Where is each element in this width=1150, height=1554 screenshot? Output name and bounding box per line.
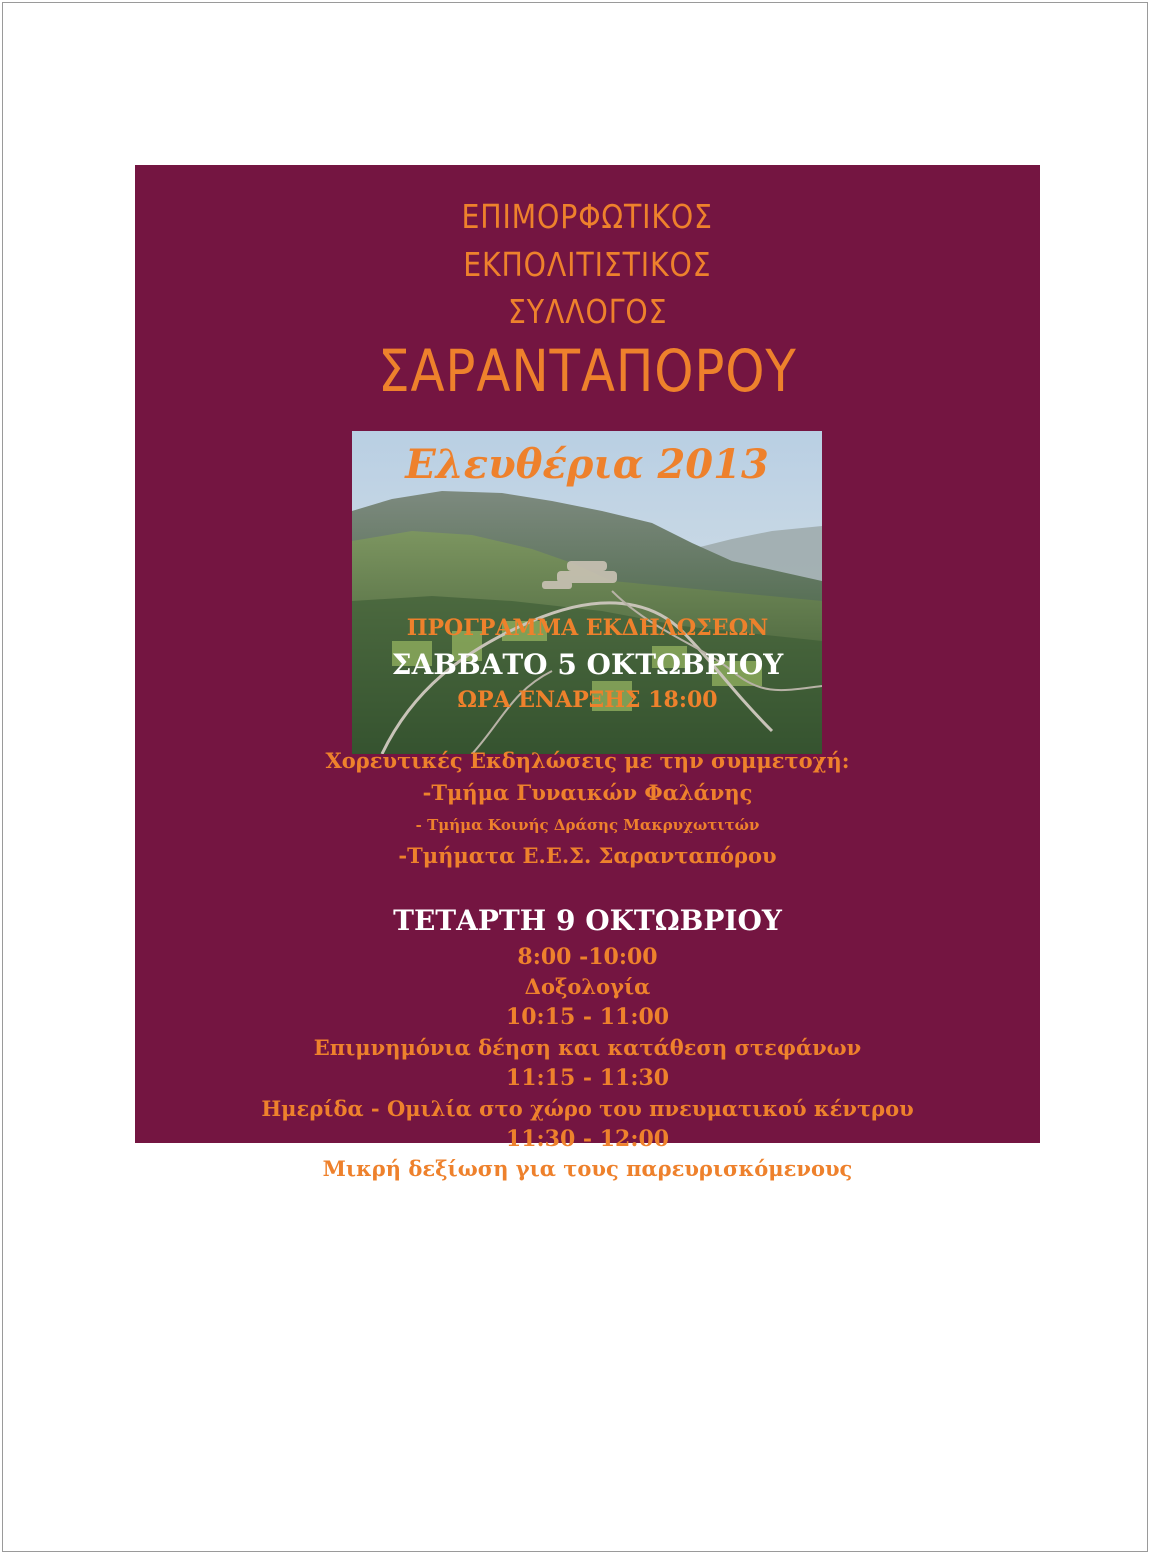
day1-date: ΣΑΒΒΑΤΟ 5 ΟΚΤΩΒΡΙΟΥ [391,648,784,681]
org-line-1: ΕΠΙΜΟΡΦΩΤΙΚΟΣ [461,197,714,236]
day2-date: ΤΕΤΑΡΤΗ 9 ΟΚΤΩΒΡΙΟΥ [393,904,782,937]
day1-participant: - Τμήμα Κοινής Δράσης Μακρυχωτιτών [415,816,760,834]
day2-event: Δοξολογία [524,974,651,999]
day2-time: 11:30 - 12:00 [505,1126,670,1152]
day2-event: Μικρή δεξίωση για τους παρευρισκόμενους [322,1156,853,1181]
day1-intro: Χορευτικές Εκδηλώσεις με την συμμετοχή: [325,748,850,773]
day2-time: 8:00 -10:00 [517,944,658,970]
photo-caption: Ελευθέρια 2013 [405,441,769,488]
day2-event: Επιμνημόνια δέηση και κατάθεση στεφάνων [313,1035,862,1060]
day2-time: 10:15 - 11:00 [505,1004,670,1030]
day2-event: Ημερίδα - Ομιλία στο χώρο του πνευματικού κέντρου [261,1096,914,1121]
village-name: ΣΑΡΑΝΤΑΠΟΡΟΥ [378,337,797,405]
org-line-3: ΣΥΛΛΟΓΟΣ [507,292,668,331]
org-line-2: ΕΚΠΟΛΙΤΙΣΤΙΚΟΣ [463,245,712,284]
footer-note: Υπό την αιγίδα της Περιφέρειας Θεσσαλίας και την υποστήριξη του Δήμου Ελασσόνας [234,1218,941,1234]
day1-start-time: ΩΡΑ ΕΝΑΡΞΗΣ 18:00 [457,687,718,713]
day2-time: 11:15 - 11:30 [505,1065,670,1091]
day1-participant: -Τμήμα Γυναικών Φαλάνης [422,780,753,805]
day1-participant: -Τμήματα Ε.Ε.Σ. Σαρανταπόρου [398,843,777,868]
program-heading: ΠΡΟΓΡΑΜΜΑ ΕΚΔΗΛΩΣΕΩΝ [406,615,769,641]
event-poster [135,165,1040,1234]
